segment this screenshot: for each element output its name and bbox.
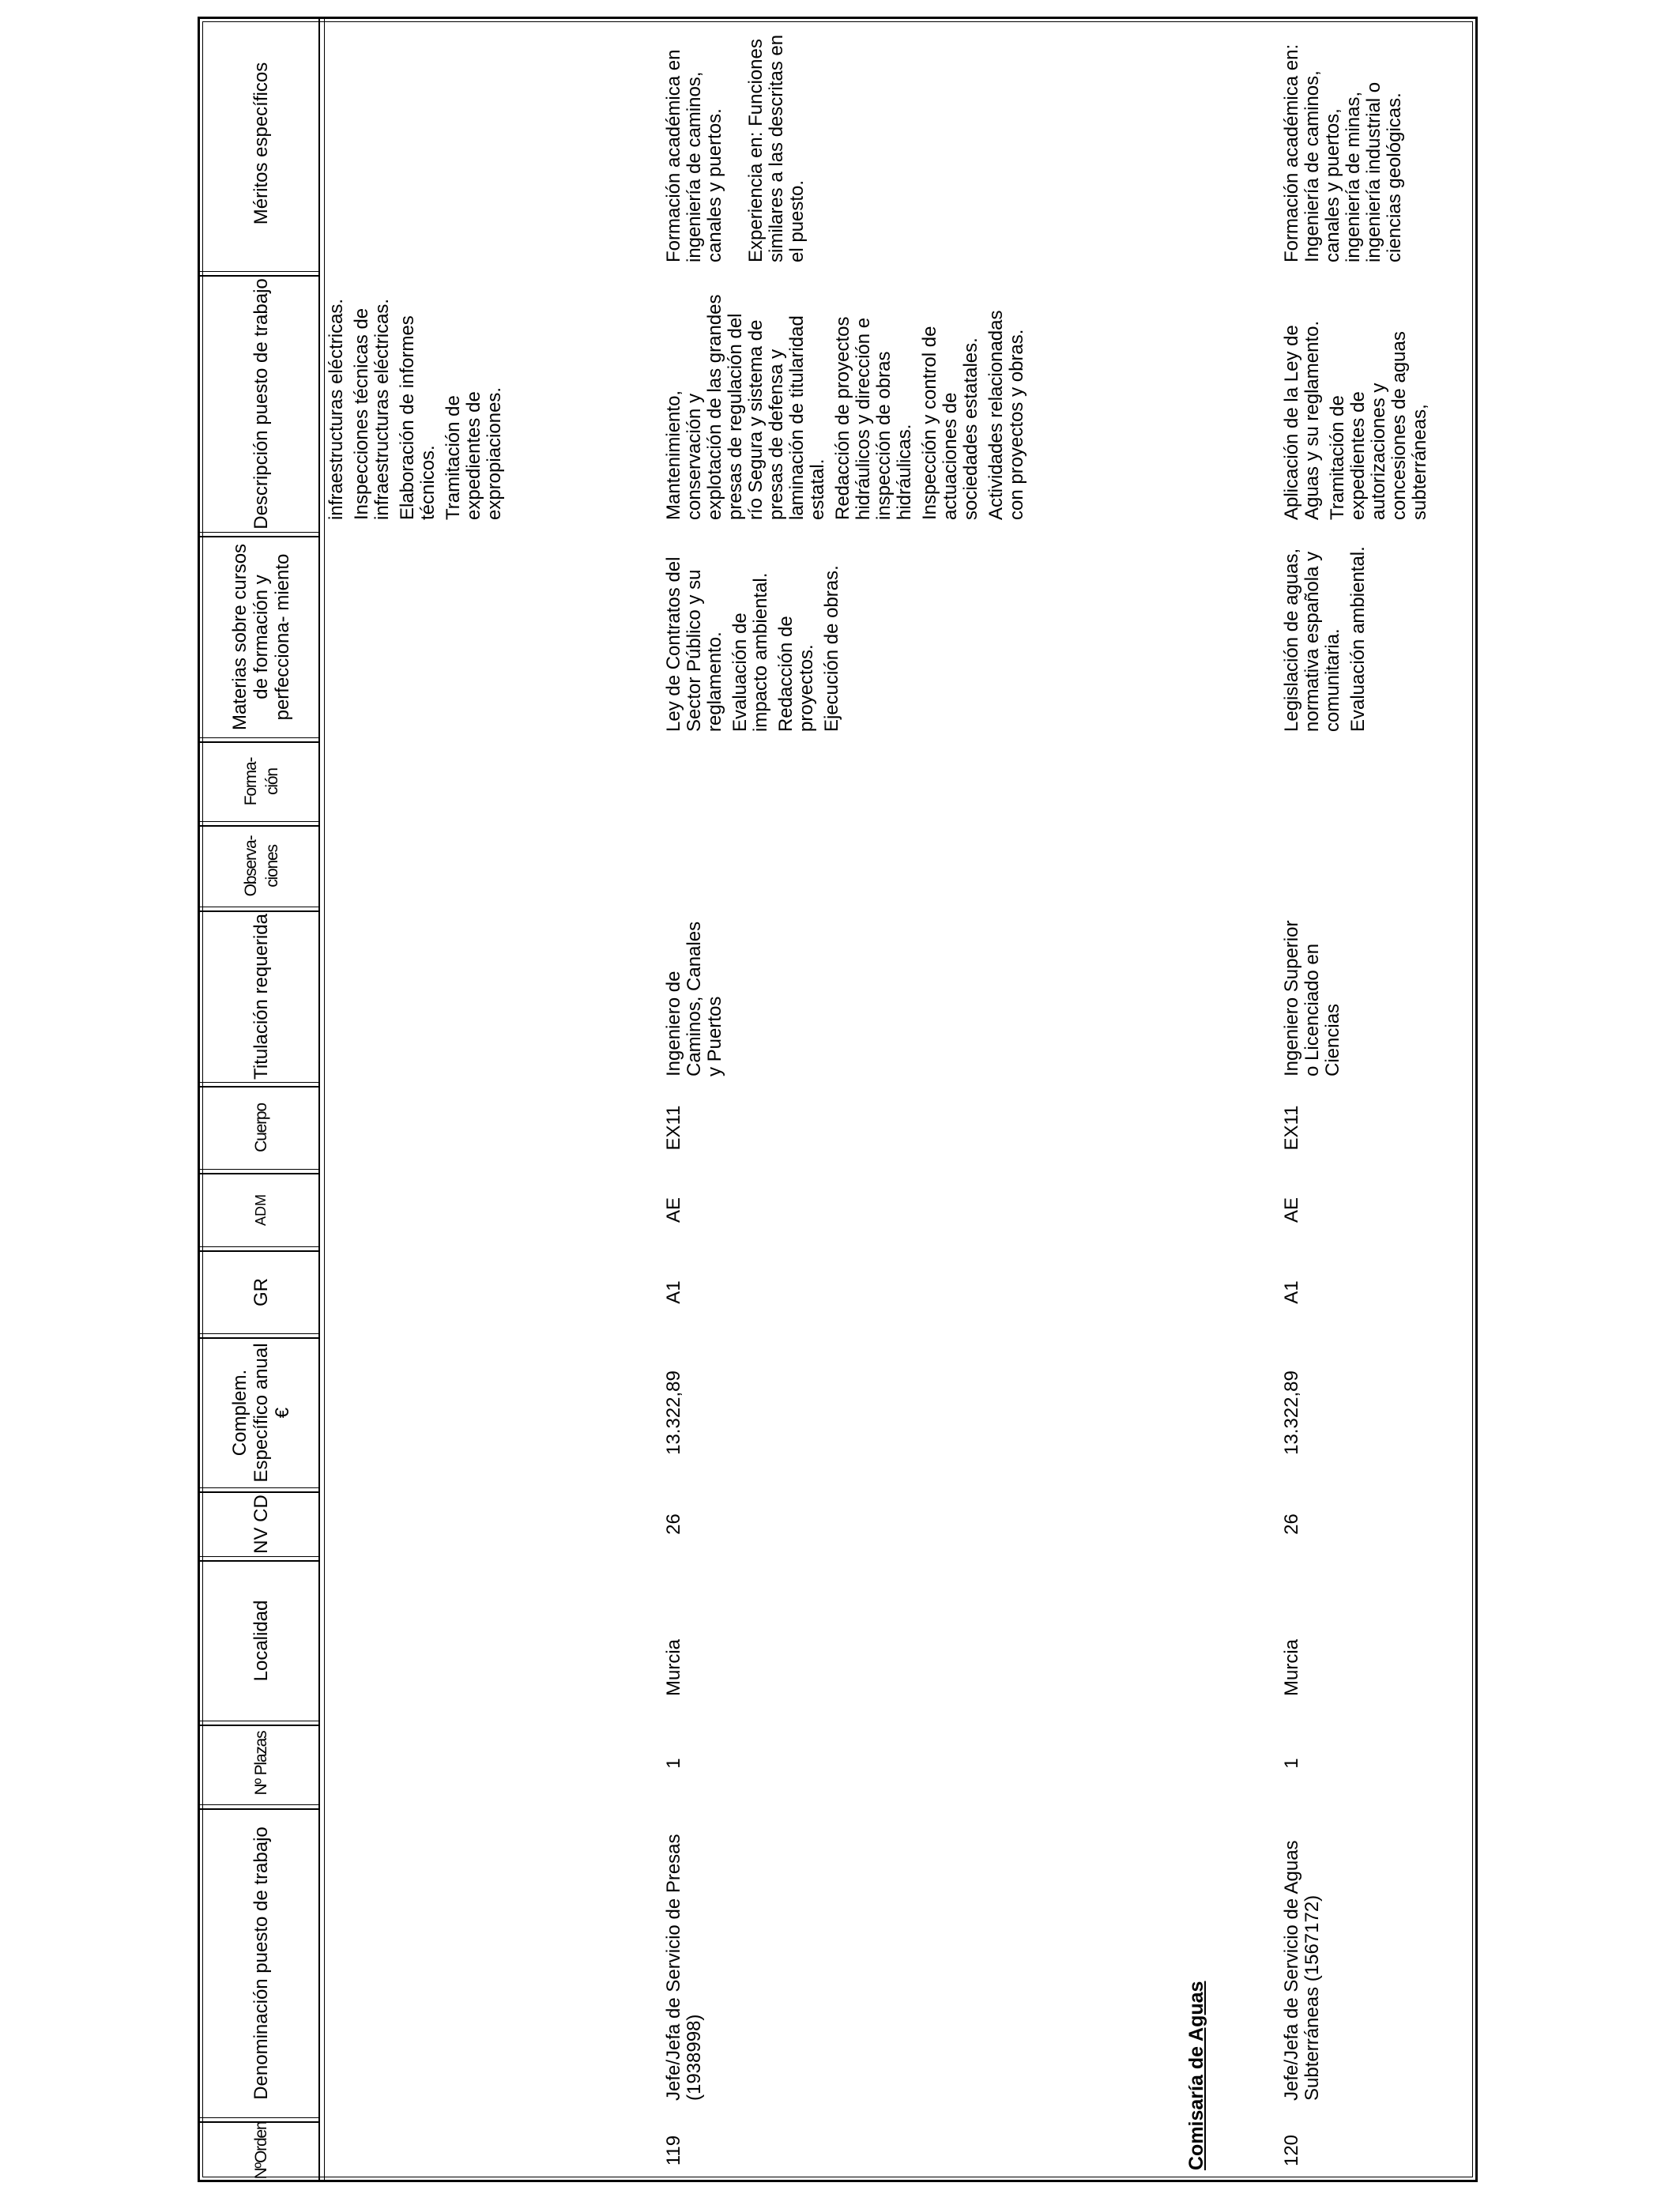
row-119-adm: AE xyxy=(663,1197,684,1223)
col-sep xyxy=(198,737,320,738)
header-observaciones: Observa- ciones xyxy=(241,835,281,897)
text-line: Mantenimiento, conservación y explotación de las grandes presas de regulación del río Segura y sistema de presas de defensa y laminación de titularidad estatal. xyxy=(663,294,828,520)
text-line: Tramitación de expedientes de expropiaciones. xyxy=(443,386,505,520)
col-sep xyxy=(198,1556,320,1557)
text-line: Redacción de proyectos. xyxy=(775,616,817,732)
row-119-complemento: 13.322,89 xyxy=(663,1370,684,1455)
col-sep xyxy=(198,271,320,272)
text-line: Evaluación de impacto ambiental. xyxy=(729,572,771,732)
row-120-denominacion: Jefe/Jefa de Servicio de Aguas Subterráneas (1567172) xyxy=(1281,1840,1323,2101)
header-meritos: Méritos específicos xyxy=(250,62,272,225)
text-line: Actividades relacionadas con proyectos y obras. xyxy=(985,310,1027,520)
section-title: Comisaría de Aguas xyxy=(1185,1981,1207,2170)
col-sep xyxy=(198,1082,320,1083)
header-titulacion: Titulación requerida xyxy=(250,914,272,1080)
row-119-nivel: 26 xyxy=(663,1514,684,1535)
row-120-orden: 120 xyxy=(1281,2134,1302,2167)
header-denominacion: Denominación puesto de trabajo xyxy=(250,1826,272,2100)
row-119-localidad: Murcia xyxy=(663,1638,684,1696)
header-descripcion: Descripción puesto de trabajo xyxy=(250,278,272,530)
row-119-grupo: A1 xyxy=(663,1280,684,1304)
descripcion-continuation xyxy=(326,292,510,520)
text-line: Ley de Contratos del Sector Público y su reglamento. xyxy=(663,556,725,732)
row-120-materias xyxy=(1282,542,1373,732)
col-sep xyxy=(198,1333,320,1334)
header-materias: Materias sobre cursos de formación y perfecciona- miento xyxy=(229,543,293,731)
text-line: Inspecciones técnicas de infraestructuras eléctricas. xyxy=(351,298,393,520)
col-sep xyxy=(198,821,320,822)
text-line: Formación académica en ingeniería de caminos, canales y puertos. xyxy=(663,49,725,262)
row-119-orden: 119 xyxy=(663,2135,684,2166)
col-sep xyxy=(198,1804,320,1805)
text-line: Evaluación ambiental. xyxy=(1347,546,1369,732)
header-n-plazas: Nº Plazas xyxy=(252,1731,270,1796)
header-localidad: Localidad xyxy=(250,1600,272,1682)
text-line: Tramitación de expedientes de autorizaciones y concesiones de aguas subterráneas, xyxy=(1327,331,1430,520)
row-120-meritos xyxy=(1282,25,1410,262)
text-line: Experiencia en: Funciones similares a las descritas en el puesto. xyxy=(745,34,808,262)
header-complemento: Complem. Específico anual € xyxy=(229,1343,293,1483)
row-120-cuerpo: EX11 xyxy=(1281,1105,1302,1151)
row-120-grupo: A1 xyxy=(1281,1280,1302,1304)
col-sep xyxy=(198,1169,320,1170)
col-sep xyxy=(198,532,320,533)
header-rule xyxy=(318,17,320,2182)
header-rule-inner xyxy=(324,17,325,2182)
text-line: Aplicación de la Ley de Aguas y su reglamento. xyxy=(1281,320,1323,520)
text-line: infraestructuras eléctricas. xyxy=(326,298,347,520)
row-119-denominacion: Jefe/Jefa de Servicio de Presas (1938998) xyxy=(663,1834,705,2101)
header-gr: GR xyxy=(250,1278,272,1306)
text-line: Elaboración de informes técnicos. xyxy=(397,315,439,520)
row-120-complemento: 13.322,89 xyxy=(1281,1370,1302,1455)
row-119-descripcion xyxy=(664,292,1032,520)
row-120-nivel: 26 xyxy=(1281,1514,1302,1535)
header-cuerpo: Cuerpo xyxy=(252,1103,270,1152)
text-line: Ejecución de obras. xyxy=(821,565,842,732)
header-nv-cd: NV CD xyxy=(250,1495,272,1554)
row-119-materias xyxy=(664,542,847,732)
text-line: Formación académica en: Ingeniería de caminos, canales y puertos, ingeniería de minas, ingeniería industrial o ciencias geológicas. xyxy=(1281,43,1405,262)
header-n-orden: NºOrden xyxy=(252,2121,270,2180)
header-formacion: Forma- ción xyxy=(241,757,281,806)
col-sep xyxy=(198,2117,320,2118)
row-119-meritos xyxy=(664,25,812,262)
row-120-localidad: Murcia xyxy=(1281,1638,1302,1696)
text-line: Redacción de proyectos hidráulicos y dirección e inspección de obras hidráulicas. xyxy=(832,316,915,520)
col-sep xyxy=(198,1487,320,1488)
header-adm: ADM xyxy=(253,1194,269,1226)
col-sep xyxy=(198,1725,320,1726)
row-119-titulacion: Ingeniero de Caminos, Canales y Puertos xyxy=(663,921,725,1076)
row-120-descripcion xyxy=(1282,292,1435,520)
text-line: Inspección y control de actuaciones de sociedades estatales. xyxy=(919,326,981,520)
row-120-adm: AE xyxy=(1281,1197,1302,1223)
row-120-plazas: 1 xyxy=(1281,1758,1302,1769)
text-line: Legislación de aguas, normativa española y comunitaria. xyxy=(1281,548,1343,732)
row-119-cuerpo: EX11 xyxy=(663,1105,684,1151)
row-119-plazas: 1 xyxy=(663,1758,684,1769)
col-sep xyxy=(198,1246,320,1247)
row-120-titulacion: Ingeniero Superior o Licenciado en Ciencias xyxy=(1281,920,1343,1076)
